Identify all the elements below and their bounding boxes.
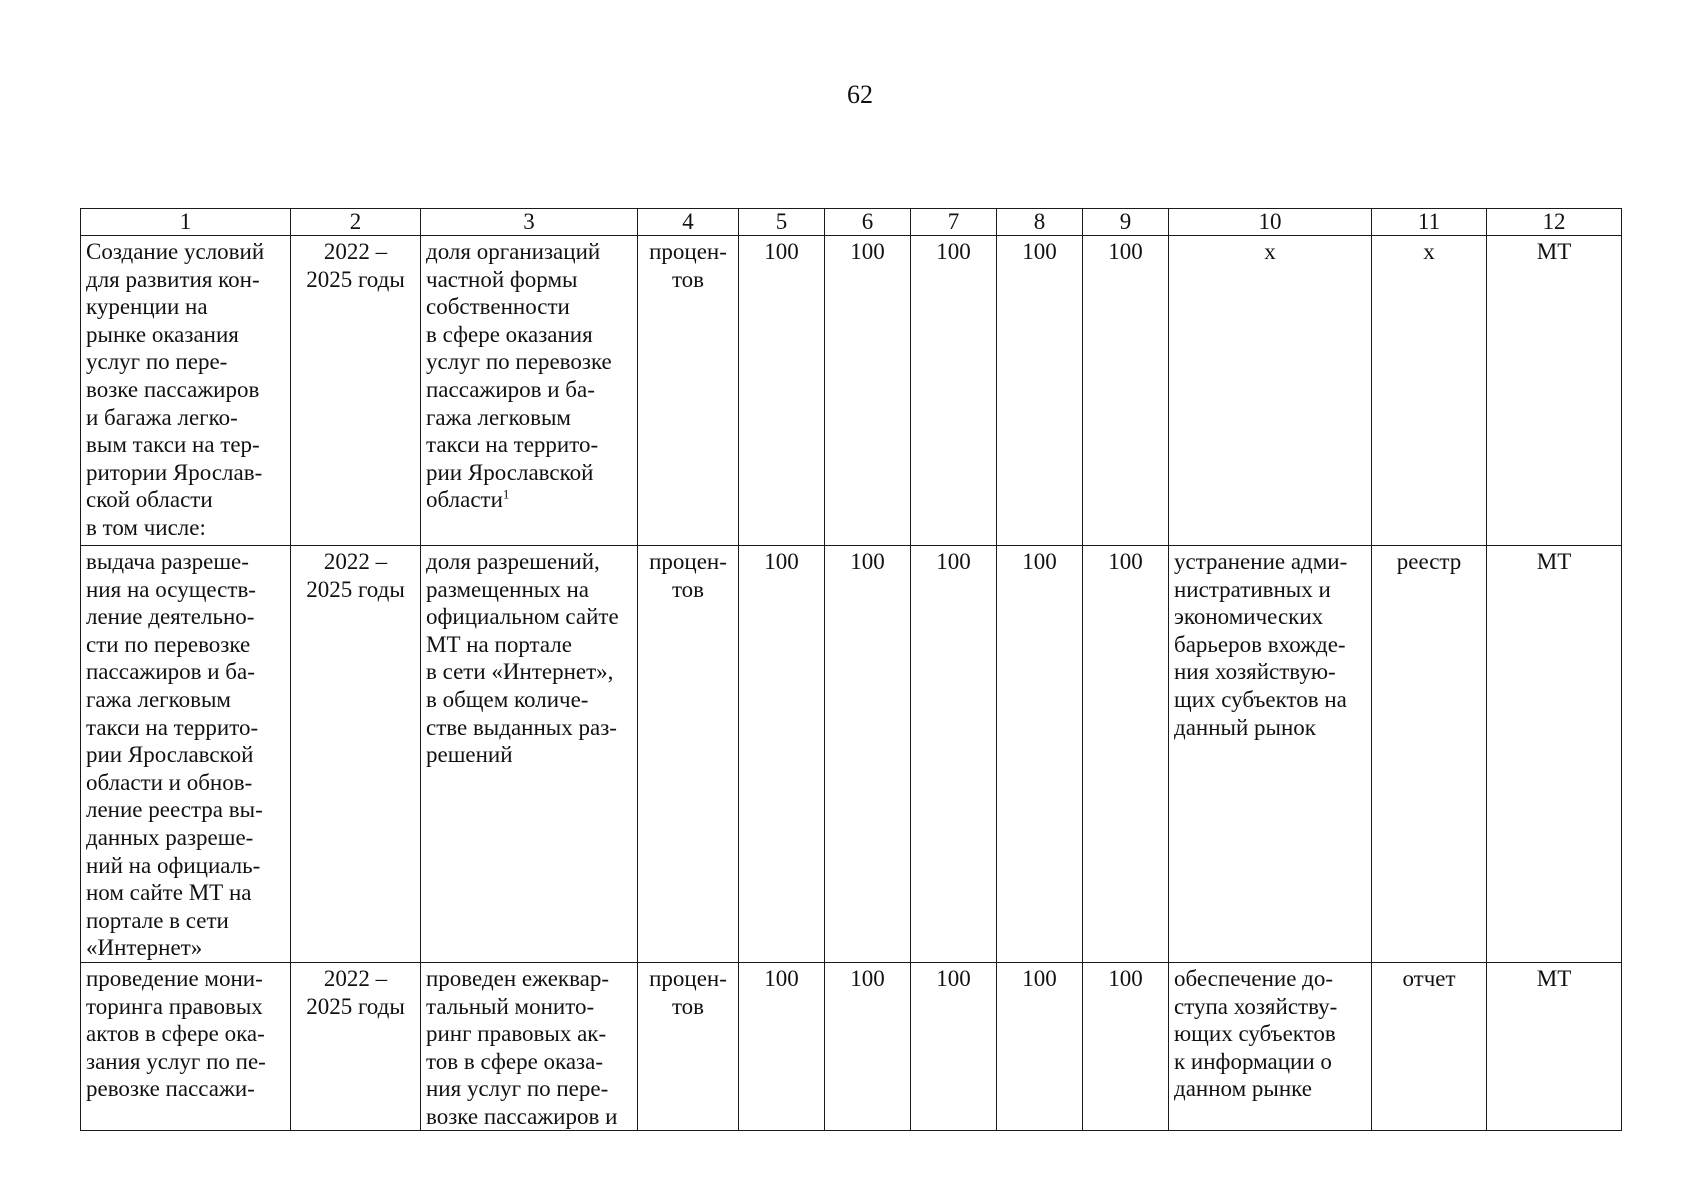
- result-cell: устранение адми- нистративных и экономических барьеров вхожде- ния хозяйствую- щих субъектов на данный рынок: [1169, 546, 1372, 963]
- value-cell: 100: [1083, 962, 1169, 1131]
- unit-cell: процен- тов: [638, 962, 739, 1131]
- column-number: 3: [421, 209, 638, 236]
- column-number: 5: [739, 209, 825, 236]
- column-number: 10: [1169, 209, 1372, 236]
- activity-cell: проведение мони- торинга правовых актов в сфере ока- зания услуг по пе- ревозке пассажи-: [81, 962, 291, 1131]
- period-cell: 2022 – 2025 годы: [291, 546, 421, 963]
- column-number: 2: [291, 209, 421, 236]
- document-cell: х: [1372, 236, 1487, 546]
- table-row: [81, 546, 1622, 963]
- table-row: [81, 236, 1622, 546]
- value-cell: 100: [825, 236, 911, 546]
- value-cell: 100: [997, 546, 1083, 963]
- value-cell: 100: [739, 962, 825, 1131]
- column-number: 8: [997, 209, 1083, 236]
- value-cell: 100: [911, 962, 997, 1131]
- result-cell: х: [1169, 236, 1372, 546]
- period-cell: 2022 – 2025 годы: [291, 236, 421, 546]
- value-cell: 100: [739, 236, 825, 546]
- column-number: 9: [1083, 209, 1169, 236]
- indicator-cell: доля разрешений, размещенных на официальном сайте МТ на портале в сети «Интернет», в общем количе- стве выданных раз- решений: [421, 546, 638, 963]
- value-cell: 100: [825, 962, 911, 1131]
- column-number-row: [81, 209, 1622, 236]
- value-cell: 100: [997, 236, 1083, 546]
- indicator-cell: проведен ежеквар- тальный монито- ринг правовых ак- тов в сфере оказа- ния услуг по пере- возке пассажиров и: [421, 962, 638, 1131]
- column-number: 1: [81, 209, 291, 236]
- document-cell: реестр: [1372, 546, 1487, 963]
- unit-cell: процен- тов: [638, 546, 739, 963]
- data-table: [80, 208, 1622, 1131]
- page-number: 62: [847, 80, 873, 109]
- responsible-cell: МТ: [1487, 546, 1622, 963]
- column-number: 12: [1487, 209, 1622, 236]
- activity-cell: Создание условий для развития кон- куренции на рынке оказания услуг по пере- возке пассажиров и багажа легко- вым такси на тер- ритории Ярослав- ской области в том числе:: [81, 236, 291, 546]
- value-cell: 100: [911, 546, 997, 963]
- activity-cell: выдача разреше- ния на осуществ- ление деятельно- сти по перевозке пассажиров и ба- гажа легковым такси на террито- рии Ярославской области и обнов- ление реестра вы- данных разреше- ний на официаль- ном сайте МТ на портале в сети «Интернет»: [81, 546, 291, 963]
- value-cell: 100: [911, 236, 997, 546]
- result-cell: обеспечение до- ступа хозяйству- ющих субъектов к информации о данном рынке: [1169, 962, 1372, 1131]
- table-row: [81, 962, 1622, 1131]
- footnote-marker: 1: [502, 486, 510, 502]
- period-cell: 2022 – 2025 годы: [291, 962, 421, 1131]
- column-number: 7: [911, 209, 997, 236]
- column-number: 6: [825, 209, 911, 236]
- value-cell: 100: [1083, 546, 1169, 963]
- responsible-cell: МТ: [1487, 962, 1622, 1131]
- value-cell: 100: [997, 962, 1083, 1131]
- value-cell: 100: [825, 546, 911, 963]
- indicator-text: доля организаций частной формы собственности в сфере оказания услуг по перевозке пассажиров и ба- гажа легковым такси на террито- рии Ярославской области: [426, 239, 612, 513]
- document-cell: отчет: [1372, 962, 1487, 1131]
- column-number: 11: [1372, 209, 1487, 236]
- value-cell: 100: [1083, 236, 1169, 546]
- indicator-cell: [421, 236, 638, 546]
- value-cell: 100: [739, 546, 825, 963]
- column-number: 4: [638, 209, 739, 236]
- responsible-cell: МТ: [1487, 236, 1622, 546]
- unit-cell: процен- тов: [638, 236, 739, 546]
